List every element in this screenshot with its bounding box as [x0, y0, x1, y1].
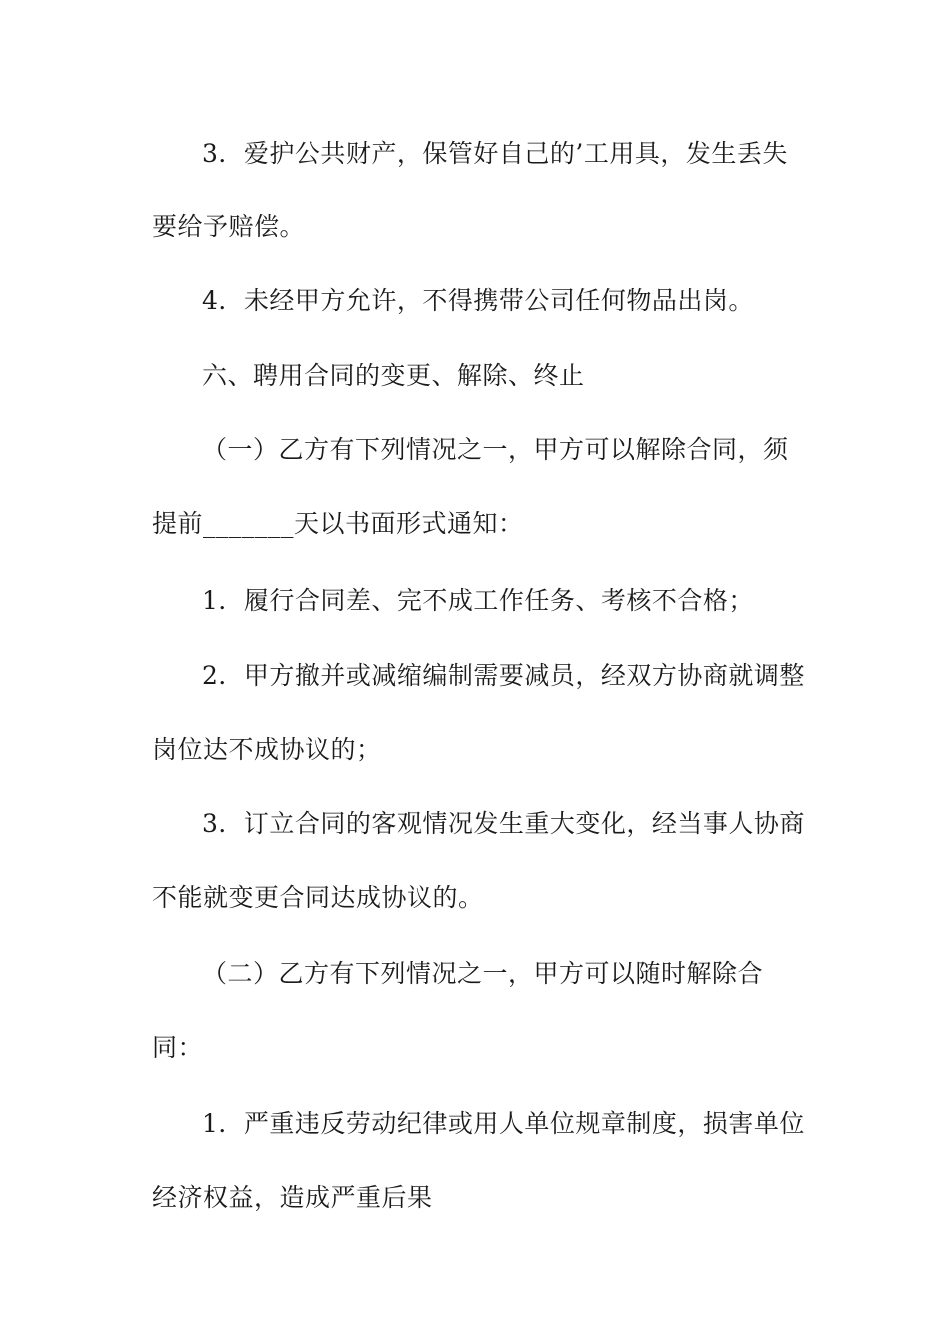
- subsection-1-line-2: 提前_______天以书面形式通知：: [152, 509, 524, 538]
- sub2-item-1-line-1: 1．严重违反劳动纪律或用人单位规章制度，损害单位: [202, 1109, 805, 1138]
- subsection-2-line-1: （二）乙方有下列情况之一，甲方可以随时解除合: [202, 959, 764, 988]
- sub1-item-2-line-2: 岗位达不成协议的；: [152, 735, 382, 764]
- clause-3-line-2: 要给予赔偿。: [152, 212, 306, 241]
- clause-4-line: 4．未经甲方允许，不得携带公司任何物品出岗。: [202, 286, 754, 315]
- subsection-2-line-2: 同：: [152, 1033, 204, 1062]
- sub2-item-1-line-2: 经济权益，造成严重后果: [152, 1183, 433, 1212]
- clause-3-line-1: 3．爱护公共财产，保管好自己的’工用具，发生丢失: [202, 139, 788, 168]
- sub1-item-1-line: 1．履行合同差、完不成工作任务、考核不合格；: [202, 586, 754, 615]
- subsection-1-line-1: （一）乙方有下列情况之一，甲方可以解除合同，须: [202, 435, 789, 464]
- sub1-item-2-line-1: 2．甲方撤并或减缩编制需要减员，经双方协商就调整: [202, 661, 805, 690]
- sub1-item-3-line-2: 不能就变更合同达成协议的。: [152, 883, 484, 912]
- sub1-item-3-line-1: 3．订立合同的客观情况发生重大变化，经当事人协商: [202, 809, 805, 838]
- section-6-heading: 六、聘用合同的变更、解除、终止: [202, 361, 585, 390]
